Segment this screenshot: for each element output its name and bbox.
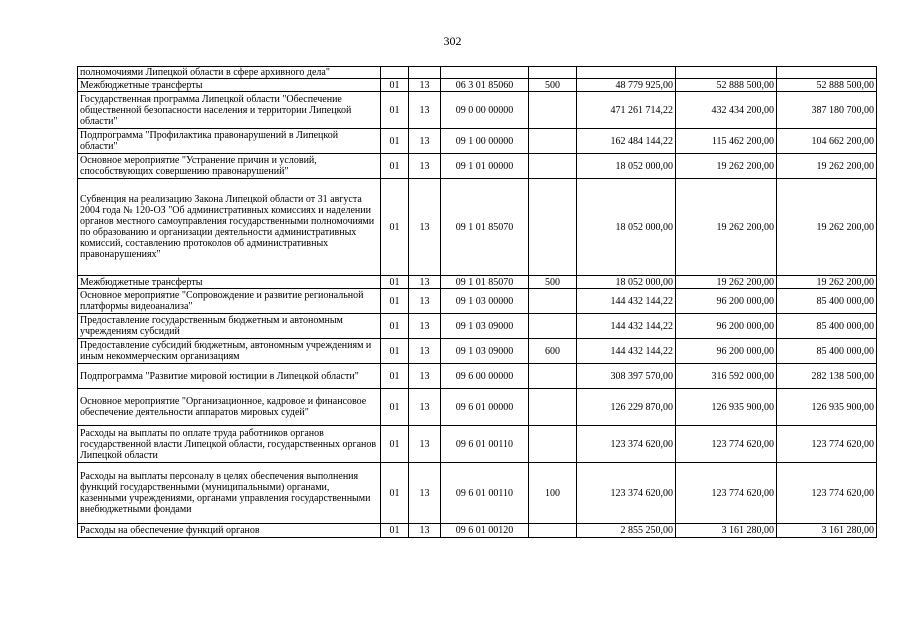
table-row — [78, 426, 877, 463]
amount-year-3: 387 180 700,00 — [777, 92, 877, 129]
amount-year-3: 52 888 500,00 — [777, 79, 877, 92]
amount-year-2: 96 200 000,00 — [676, 289, 777, 314]
amount-year-3: 126 935 900,00 — [777, 389, 877, 426]
page-number: 302 — [443, 34, 462, 48]
section-code: 01 — [381, 389, 409, 426]
expense-type-code — [529, 92, 577, 129]
target-article-code — [441, 67, 529, 79]
row-name: Государственная программа Липецкой области "Обеспечение общественной безопасности населения и территории Липецкой области" — [78, 92, 381, 129]
target-article-code: 09 0 00 00000 — [441, 92, 529, 129]
subsection-code: 13 — [409, 79, 441, 92]
amount-year-3: 85 400 000,00 — [777, 289, 877, 314]
expense-type-code — [529, 154, 577, 179]
target-article-code: 06 3 01 85060 — [441, 79, 529, 92]
subsection-code: 13 — [409, 463, 441, 524]
budget-table — [77, 66, 877, 538]
subsection-code: 13 — [409, 276, 441, 289]
section-code: 01 — [381, 289, 409, 314]
section-code: 01 — [381, 129, 409, 154]
expense-type-code — [529, 364, 577, 389]
target-article-code: 09 1 01 00000 — [441, 154, 529, 179]
target-article-code: 09 1 01 85070 — [441, 276, 529, 289]
table-row — [78, 67, 877, 79]
expense-type-code — [529, 389, 577, 426]
expense-type-code: 100 — [529, 463, 577, 524]
row-name: Предоставление государственным бюджетным и автономным учреждениям субсидий — [78, 314, 381, 339]
amount-year-3: 19 262 200,00 — [777, 276, 877, 289]
row-name: Подпрограмма "Развитие мировой юстиции в Липецкой области" — [78, 364, 381, 389]
amount-year-3: 123 774 620,00 — [777, 463, 877, 524]
amount-year-3: 19 262 200,00 — [777, 179, 877, 276]
row-name: Межбюджетные трансферты — [78, 276, 381, 289]
expense-type-code — [529, 129, 577, 154]
target-article-code: 09 6 01 00120 — [441, 524, 529, 538]
target-article-code: 09 1 03 00000 — [441, 289, 529, 314]
section-code: 01 — [381, 276, 409, 289]
table-row — [78, 276, 877, 289]
amount-year-2: 19 262 200,00 — [676, 179, 777, 276]
target-article-code: 09 1 03 09000 — [441, 339, 529, 364]
amount-year-1: 18 052 000,00 — [577, 179, 676, 276]
amount-year-3: 123 774 620,00 — [777, 426, 877, 463]
amount-year-3: 104 662 200,00 — [777, 129, 877, 154]
amount-year-1: 123 374 620,00 — [577, 463, 676, 524]
row-name: Расходы на выплаты персоналу в целях обеспечения выполнения функций государственными (муниципальными) органами, казенными учреждениями, органами управления государственными внебюджетными фондами — [78, 463, 381, 524]
section-code — [381, 67, 409, 79]
amount-year-1: 144 432 144,22 — [577, 314, 676, 339]
table-row — [78, 524, 877, 538]
subsection-code: 13 — [409, 426, 441, 463]
section-code: 01 — [381, 524, 409, 538]
expense-type-code — [529, 524, 577, 538]
amount-year-2 — [676, 67, 777, 79]
expense-type-code: 600 — [529, 339, 577, 364]
subsection-code: 13 — [409, 179, 441, 276]
amount-year-3 — [777, 67, 877, 79]
amount-year-2: 3 161 280,00 — [676, 524, 777, 538]
table-row — [78, 463, 877, 524]
section-code: 01 — [381, 79, 409, 92]
expense-type-code: 500 — [529, 79, 577, 92]
table-row — [78, 339, 877, 364]
amount-year-1: 126 229 870,00 — [577, 389, 676, 426]
row-name: Основное мероприятие "Организационное, кадровое и финансовое обеспечение деятельности аппаратов мировых судей" — [78, 389, 381, 426]
row-name: Субвенция на реализацию Закона Липецкой области от 31 августа 2004 года № 120-ОЗ "Об административных комиссиях и наделении органов местного самоуправления государственными полномочиями по образованию и организации деятельности административных комиссий, составлению протоколов об административных правонарушениях" — [78, 179, 381, 276]
amount-year-2: 126 935 900,00 — [676, 389, 777, 426]
expense-type-code — [529, 314, 577, 339]
amount-year-1: 18 052 000,00 — [577, 276, 676, 289]
table-row — [78, 154, 877, 179]
subsection-code — [409, 67, 441, 79]
row-name: Межбюджетные трансферты — [78, 79, 381, 92]
table-row — [78, 92, 877, 129]
amount-year-2: 19 262 200,00 — [676, 276, 777, 289]
table-row — [78, 314, 877, 339]
amount-year-2: 123 774 620,00 — [676, 426, 777, 463]
amount-year-2: 123 774 620,00 — [676, 463, 777, 524]
amount-year-3: 19 262 200,00 — [777, 154, 877, 179]
section-code: 01 — [381, 339, 409, 364]
target-article-code: 09 6 01 00110 — [441, 463, 529, 524]
table-row — [78, 389, 877, 426]
row-name: Расходы на выплаты по оплате труда работников органов государственной власти Липецкой области, государственных органов Липецкой области — [78, 426, 381, 463]
table-row — [78, 129, 877, 154]
amount-year-2: 19 262 200,00 — [676, 154, 777, 179]
expense-type-code — [529, 67, 577, 79]
expense-type-code — [529, 289, 577, 314]
subsection-code: 13 — [409, 289, 441, 314]
amount-year-1: 144 432 144,22 — [577, 289, 676, 314]
amount-year-3: 282 138 500,00 — [777, 364, 877, 389]
row-name: Основное мероприятие "Устранение причин и условий, способствующих совершению правонарушений" — [78, 154, 381, 179]
expense-type-code — [529, 426, 577, 463]
amount-year-2: 432 434 200,00 — [676, 92, 777, 129]
target-article-code: 09 1 00 00000 — [441, 129, 529, 154]
subsection-code: 13 — [409, 364, 441, 389]
amount-year-1: 308 397 570,00 — [577, 364, 676, 389]
section-code: 01 — [381, 154, 409, 179]
amount-year-1: 162 484 144,22 — [577, 129, 676, 154]
table-row — [78, 289, 877, 314]
section-code: 01 — [381, 426, 409, 463]
table-row — [78, 179, 877, 276]
amount-year-1: 48 779 925,00 — [577, 79, 676, 92]
amount-year-1: 123 374 620,00 — [577, 426, 676, 463]
target-article-code: 09 6 01 00000 — [441, 389, 529, 426]
expense-type-code — [529, 179, 577, 276]
amount-year-1: 471 261 714,22 — [577, 92, 676, 129]
amount-year-2: 96 200 000,00 — [676, 314, 777, 339]
target-article-code: 09 1 01 85070 — [441, 179, 529, 276]
target-article-code: 09 6 01 00110 — [441, 426, 529, 463]
section-code: 01 — [381, 463, 409, 524]
table-row — [78, 364, 877, 389]
subsection-code: 13 — [409, 129, 441, 154]
subsection-code: 13 — [409, 524, 441, 538]
target-article-code: 09 6 00 00000 — [441, 364, 529, 389]
table-row — [78, 79, 877, 92]
amount-year-2: 316 592 000,00 — [676, 364, 777, 389]
section-code: 01 — [381, 92, 409, 129]
amount-year-3: 85 400 000,00 — [777, 339, 877, 364]
subsection-code: 13 — [409, 389, 441, 426]
subsection-code: 13 — [409, 154, 441, 179]
subsection-code: 13 — [409, 339, 441, 364]
amount-year-2: 115 462 200,00 — [676, 129, 777, 154]
row-name: Расходы на обеспечение функций органов — [78, 524, 381, 538]
subsection-code: 13 — [409, 92, 441, 129]
row-name: Основное мероприятие "Сопровождение и развитие региональной платформы видеоанализа" — [78, 289, 381, 314]
subsection-code: 13 — [409, 314, 441, 339]
expense-type-code: 500 — [529, 276, 577, 289]
amount-year-1: 2 855 250,00 — [577, 524, 676, 538]
amount-year-1 — [577, 67, 676, 79]
row-name: Предоставление субсидий бюджетным, автономным учреждениям и иным некоммерческим организациям — [78, 339, 381, 364]
amount-year-1: 18 052 000,00 — [577, 154, 676, 179]
section-code: 01 — [381, 179, 409, 276]
section-code: 01 — [381, 364, 409, 389]
section-code: 01 — [381, 314, 409, 339]
target-article-code: 09 1 03 09000 — [441, 314, 529, 339]
amount-year-3: 85 400 000,00 — [777, 314, 877, 339]
amount-year-1: 144 432 144,22 — [577, 339, 676, 364]
row-name: Подпрограмма "Профилактика правонарушений в Липецкой области" — [78, 129, 381, 154]
amount-year-2: 52 888 500,00 — [676, 79, 777, 92]
amount-year-2: 96 200 000,00 — [676, 339, 777, 364]
amount-year-3: 3 161 280,00 — [777, 524, 877, 538]
row-name: полномочиями Липецкой области в сфере архивного дела" — [78, 67, 381, 79]
